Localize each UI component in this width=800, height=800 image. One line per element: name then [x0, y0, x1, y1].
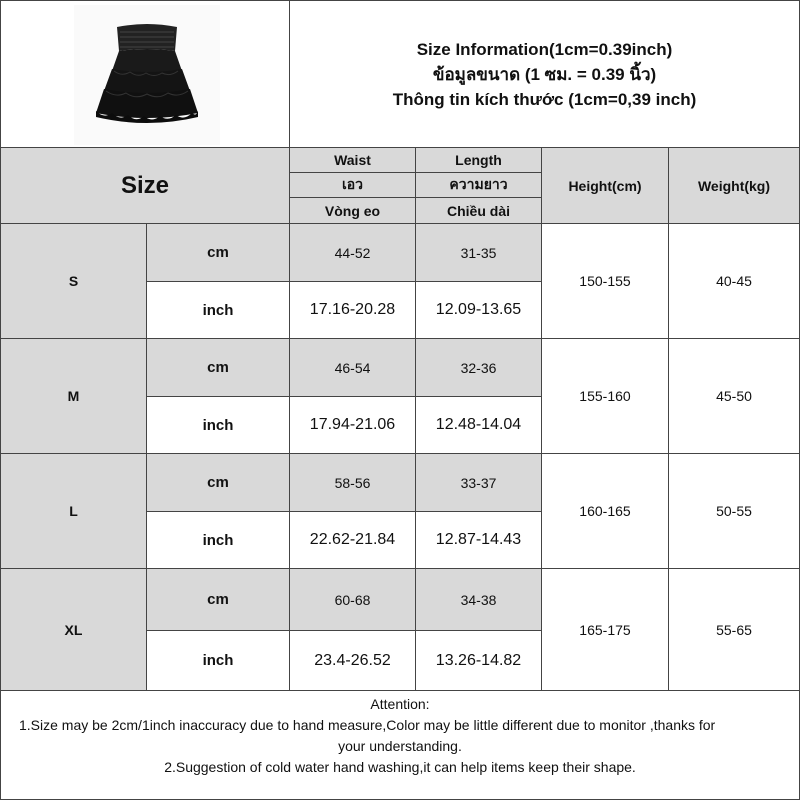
- length-th-label: ความยาว: [449, 176, 508, 192]
- size-header-label: Size: [120, 171, 170, 199]
- weight-l: [668, 453, 800, 569]
- value: 12.48-14.04: [435, 416, 522, 433]
- weight-s: [668, 223, 800, 339]
- weight-xl: [668, 568, 800, 691]
- length-inch-m: [415, 396, 542, 454]
- value: 46-54: [334, 359, 371, 376]
- size-column-header: [0, 147, 290, 224]
- length-cm-m: [415, 338, 542, 397]
- height-column-header: [541, 147, 669, 224]
- value: 22.62-21.84: [309, 531, 396, 548]
- unit-inch-m: [146, 396, 290, 454]
- height-xl: [541, 568, 669, 691]
- height-l: [541, 453, 669, 569]
- length-en-label: Length: [455, 152, 502, 168]
- unit-inch-xl: [146, 630, 290, 691]
- unit-inch-l: [146, 511, 290, 569]
- waist-vi-label: Vòng eo: [324, 202, 381, 219]
- waist-th-label: เอว: [341, 176, 364, 192]
- value: 17.16-20.28: [309, 301, 396, 318]
- value: 44-52: [334, 244, 371, 261]
- height-s: [541, 223, 669, 339]
- length-header-en: [415, 147, 542, 173]
- attention-note-1-cont: your understanding.: [338, 738, 462, 754]
- unit-cm-m: [146, 338, 290, 397]
- unit-cm-xl: [146, 568, 290, 631]
- attention-note-2: 2.Suggestion of cold water hand washing,it can help items keep their shape.: [164, 759, 636, 775]
- product-photo-cell: [0, 0, 290, 148]
- value: 155-160: [579, 388, 631, 404]
- length-cm-l: [415, 453, 542, 512]
- attention-title: Attention:: [370, 696, 430, 712]
- size-label: S: [68, 273, 79, 289]
- value: 60-68: [334, 591, 371, 608]
- unit-label: cm: [207, 359, 229, 376]
- waist-header-th: [289, 172, 416, 198]
- value: 13.26-14.82: [435, 651, 522, 669]
- product-photo: [74, 5, 220, 145]
- weight-column-header: [668, 147, 800, 224]
- unit-inch-s: [146, 281, 290, 339]
- value: 45-50: [716, 388, 752, 404]
- height-header-label: Height(cm): [568, 177, 642, 194]
- waist-inch-s: [289, 281, 416, 339]
- weight-m: [668, 338, 800, 454]
- size-cell-s: [0, 223, 147, 339]
- value: 34-38: [460, 591, 497, 608]
- unit-label: inch: [202, 301, 234, 319]
- value: 31-35: [460, 244, 497, 261]
- value: 55-65: [716, 621, 752, 638]
- length-inch-s: [415, 281, 542, 339]
- length-inch-l: [415, 511, 542, 569]
- length-cm-xl: [415, 568, 542, 631]
- waist-en-label: Waist: [334, 152, 371, 168]
- attention-note-1: 1.Size may be 2cm/1inch inaccuracy due to hand measure,Color may be little different due to monitor ,thanks for: [19, 717, 716, 733]
- waist-header-en: [289, 147, 416, 173]
- size-label: L: [69, 503, 78, 519]
- waist-cm-s: [289, 223, 416, 282]
- value: 12.09-13.65: [435, 301, 522, 318]
- waist-cm-m: [289, 338, 416, 397]
- unit-cm-s: [146, 223, 290, 282]
- unit-label: inch: [202, 652, 234, 669]
- unit-label: inch: [202, 416, 234, 434]
- unit-label: inch: [202, 531, 234, 549]
- title-english: Size Information(1cm=0.39inch): [416, 39, 673, 59]
- value: 23.4-26.52: [314, 651, 391, 669]
- size-cell-l: [0, 453, 147, 569]
- size-info-title: [289, 0, 800, 148]
- value: 50-55: [716, 503, 752, 519]
- waist-cm-l: [289, 453, 416, 512]
- title-thai: ข้อมูลขนาด (1 ซม. = 0.39 นิ้ว): [432, 64, 657, 84]
- weight-header-label: Weight(kg): [697, 177, 771, 194]
- value: 58-56: [334, 474, 371, 491]
- waist-cm-xl: [289, 568, 416, 631]
- length-header-vi: [415, 197, 542, 224]
- title-vietnamese: Thông tin kích thước (1cm=0,39 inch): [392, 89, 697, 109]
- size-cell-xl: [0, 568, 147, 691]
- unit-label: cm: [207, 244, 229, 261]
- size-label: XL: [64, 621, 83, 638]
- skirt-icon: [74, 5, 220, 145]
- height-m: [541, 338, 669, 454]
- value: 40-45: [716, 273, 752, 289]
- length-vi-label: Chiều dài: [446, 202, 510, 219]
- unit-label: cm: [207, 591, 229, 608]
- value: 33-37: [460, 474, 497, 491]
- waist-inch-xl: [289, 630, 416, 691]
- attention-notes: [0, 690, 800, 800]
- value: 17.94-21.06: [309, 416, 396, 433]
- size-cell-m: [0, 338, 147, 454]
- size-label: M: [67, 388, 80, 404]
- value: 165-175: [579, 621, 631, 638]
- value: 12.87-14.43: [435, 531, 522, 548]
- length-cm-s: [415, 223, 542, 282]
- length-header-th: [415, 172, 542, 198]
- unit-label: cm: [207, 474, 229, 491]
- value: 150-155: [579, 273, 631, 289]
- length-inch-xl: [415, 630, 542, 691]
- value: 160-165: [579, 503, 631, 519]
- waist-inch-m: [289, 396, 416, 454]
- value: 32-36: [460, 359, 497, 376]
- waist-header-vi: [289, 197, 416, 224]
- waist-inch-l: [289, 511, 416, 569]
- unit-cm-l: [146, 453, 290, 512]
